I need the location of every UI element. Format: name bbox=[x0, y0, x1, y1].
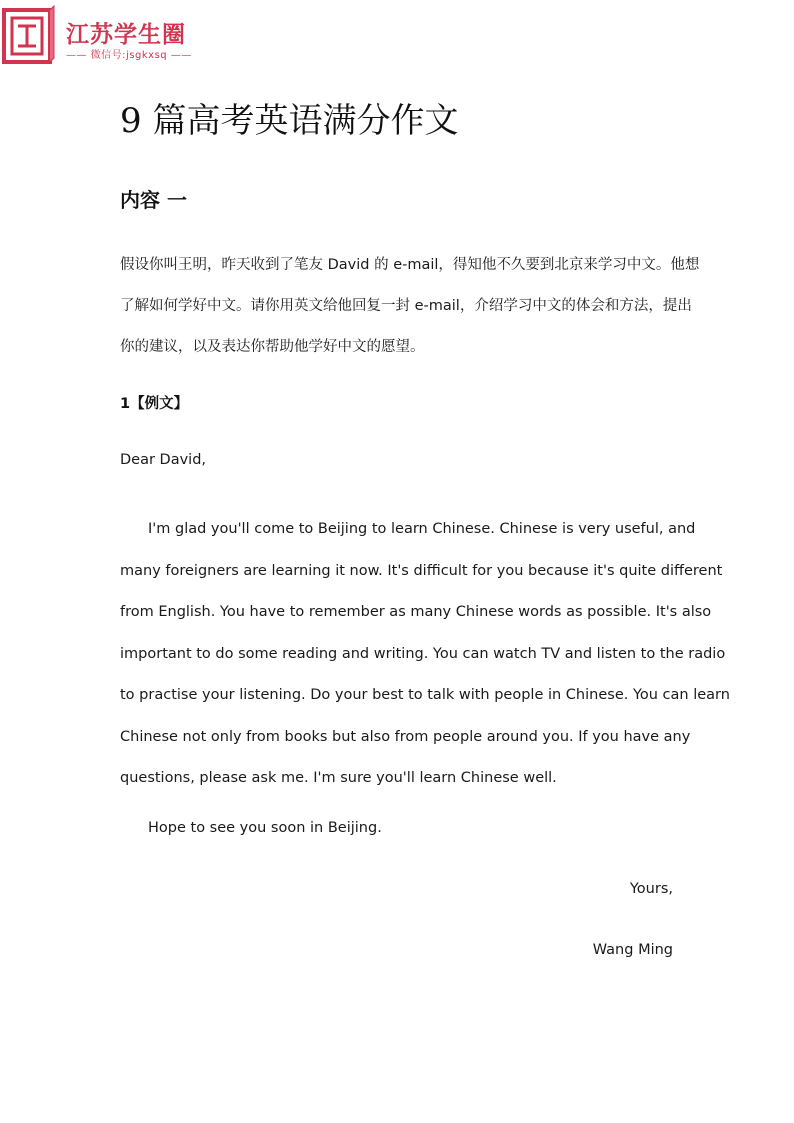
letter-body-line: questions, please ask me. I'm sure you'll learn Chinese well. bbox=[120, 770, 557, 786]
letter-signoff: Yours, bbox=[629, 881, 673, 897]
letter-body bbox=[120, 509, 730, 800]
task-line: 了解如何学好中文。请你用英文给他回复一封 e-mail，介绍学习中文的体会和方法，提出 bbox=[120, 298, 692, 314]
task-line: 你的建议，以及表达你帮助他学好中文的愿望。 bbox=[120, 339, 425, 355]
example-label: 1【例文】 bbox=[120, 396, 189, 412]
task-line: 假设你叫王明，昨天收到了笔友 David 的 e-mail，得知他不久要到北京来学习中文。他想 bbox=[120, 257, 700, 273]
task-description bbox=[120, 245, 700, 368]
logo-name: 江苏学生圈 bbox=[66, 22, 186, 48]
logo-mark-icon bbox=[0, 4, 56, 68]
letter-body-line: from English. You have to remember as many Chinese words as possible. It's also bbox=[120, 604, 712, 620]
letter-body-line: important to do some reading and writing. You can watch TV and listen to the radio bbox=[120, 645, 726, 662]
logo bbox=[0, 4, 230, 68]
letter-signature: Wang Ming bbox=[592, 942, 673, 958]
letter-closing-paragraph: Hope to see you soon in Beijing. bbox=[148, 820, 382, 836]
letter-body-line: Chinese not only from books but also from people around you. If you have any bbox=[120, 728, 691, 745]
page-title: 9 篇高考英语满分作文 bbox=[120, 101, 459, 141]
logo-subtitle: —— 微信号:jsgkxsq —— bbox=[66, 50, 192, 61]
letter-body-line: I'm glad you'll come to Beijing to learn Chinese. Chinese is very useful, and bbox=[148, 521, 696, 537]
letter-body-line: many foreigners are learning it now. It's difficult for you because it's quite different bbox=[120, 562, 723, 579]
letter-salutation: Dear David, bbox=[120, 452, 207, 468]
letter-body-line: to practise your listening. Do your best to talk with people in Chinese. You can learn bbox=[120, 687, 730, 703]
section-heading: 内容 一 bbox=[120, 188, 187, 212]
